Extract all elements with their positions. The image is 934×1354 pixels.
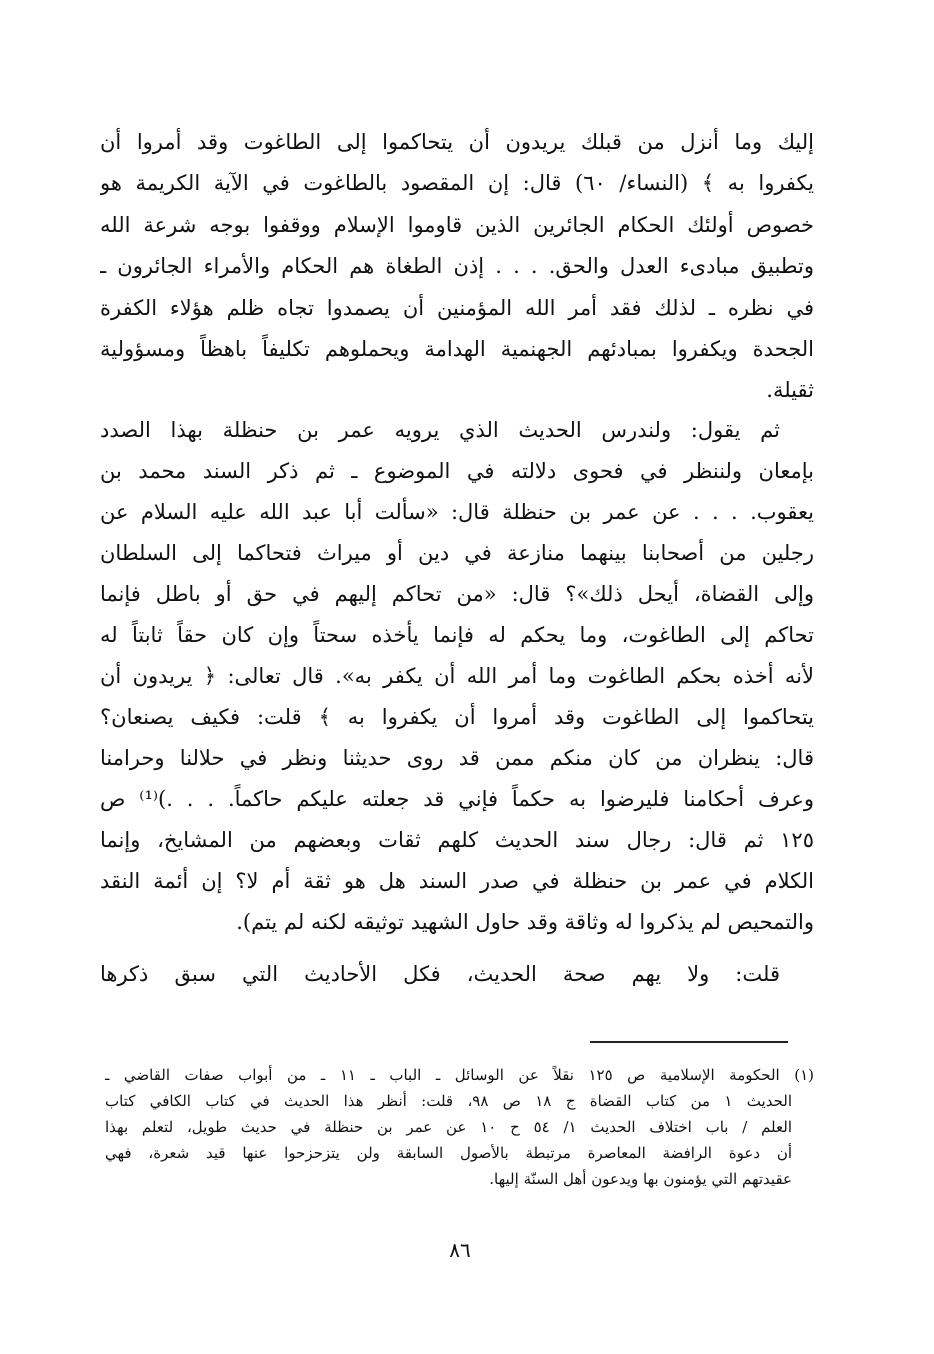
- footnote: [105, 1062, 814, 1192]
- page-number: ٨٦: [449, 1238, 471, 1262]
- text-line: إليك وما أنزل من قبلك يريدون أن يتحاكموا إلى الطاغوت وقد أمروا أن: [100, 130, 814, 154]
- text-line: وإلى القضاة، أيحل ذلك»؟ قال: «من تحاكم إليهم في حق أو باطل فإنما: [100, 582, 814, 606]
- footnote-line: (١) الحكومة الإسلامية ص ١٢٥ نقلاً عن الوسائل ـ الباب ـ ١١ ـ من أبواب صفات القاضي ـ: [105, 1066, 814, 1084]
- text-line: ثم يقول: ولندرس الحديث الذي يرويه عمر بن حنظلة بهذا الصدد: [100, 418, 780, 442]
- text-line: ١٢٥ ثم قال: رجال سند الحديث كلهم ثقات وبعضهم من المشايخ، وإنما: [100, 828, 814, 852]
- text-line: والتمحيص لم يذكروا له وثاقة وقد حاول الشهيد توثيقه لكنه لم يتم).: [236, 910, 814, 934]
- text-line: يكفروا به ﴾ (النساء/ ٦٠) قال: إن المقصود بالطاغوت في الآية الكريمة هو: [100, 171, 814, 196]
- paragraph-3: [100, 954, 814, 994]
- footnote-line: أن دعوة الرافضة المعاصرة مرتبطة بالأصول السابقة ولن يتزحزحوا عنها قيد شعرة، فهي: [105, 1144, 792, 1162]
- text-line: الجحدة ويكفروا بمبادئهم الجهنمية الهدامة ويحملوهم تكليفاً باهظاً ومسؤولية: [100, 337, 814, 362]
- text-line: تحاكم إلى الطاغوت، وما يحكم له فإنما يأخذه سحتاً وإن كان حقاً ثابتاً له: [100, 623, 814, 647]
- text-line: قال: ينظران من كان منكم ممن قد روى حديثنا ونظر في حلالنا وحرامنا: [100, 746, 814, 770]
- text-line: يعقوب. . . . عن عمر بن حنظلة قال: «سألت أبا عبد الله عليه السلام عن: [100, 500, 814, 524]
- text-line: قلت: ولا يهم صحة الحديث، فكل الأحاديث التي سبق ذكرها: [100, 962, 780, 986]
- text-line: خصوص أولئك الحكام الجائرين الذين قاوموا الإسلام ووقفوا بوجه شرعة الله: [100, 212, 814, 237]
- footnote-line: العلم / باب اختلاف الحديث ١/ ٥٤ ح ١٠ عن عمر بن حنظلة في حديث طويل، لتعلم بهذا: [105, 1118, 792, 1136]
- footnote-line: الحديث ١ من كتاب القضاة ج ١٨ ص ٩٨، قلت: أنظر هذا الحديث في كتاب الكافي كتاب: [105, 1092, 792, 1110]
- footnote-line: عقيدتهم التي يؤمنون بها ويدعون أهل السنّة إليها.: [489, 1170, 792, 1188]
- text-line: بإمعان ولننظر في فحوى دلالته في الموضوع ـ ثم ذكر السند محمد بن: [100, 459, 814, 483]
- text-line: يتحاكموا إلى الطاغوت وقد أمروا أن يكفروا به ﴾ قلت: فكيف يصنعان؟: [100, 705, 814, 729]
- text-line: ثقيلة.: [766, 378, 814, 403]
- text-line: رجلين من أصحابنا بينهما منازعة في دين أو ميراث فتحاكما إلى السلطان: [100, 541, 814, 565]
- text-line: وتطبيق مبادىء العدل والحق. . . . إذن الطغاة هم الحكام والأمراء الجائرون ـ: [100, 254, 814, 279]
- text-line: في نظره ـ لذلك فقد أمر الله المؤمنين أن يصمدوا تجاه ظلم هؤلاء الكفرة: [100, 295, 814, 320]
- footnote-separator: [590, 1041, 788, 1043]
- text-line: لأنه أخذه بحكم الطاغوت وما أمر الله أن يكفر به». قال تعالى: ﴿ يريدون أن: [100, 664, 814, 688]
- text-line: وعرف أحكامنا فليرضوا به حكماً فإني قد جعلته عليكم حاكماً. . . .)⁽¹⁾ ص: [100, 787, 814, 811]
- text-line: الكلام في عمر بن حنظلة في صدر السند هل هو ثقة أم لا؟ إن أئمة النقد: [100, 869, 814, 893]
- paragraph-2: [100, 410, 814, 943]
- paragraph-1: [100, 122, 814, 412]
